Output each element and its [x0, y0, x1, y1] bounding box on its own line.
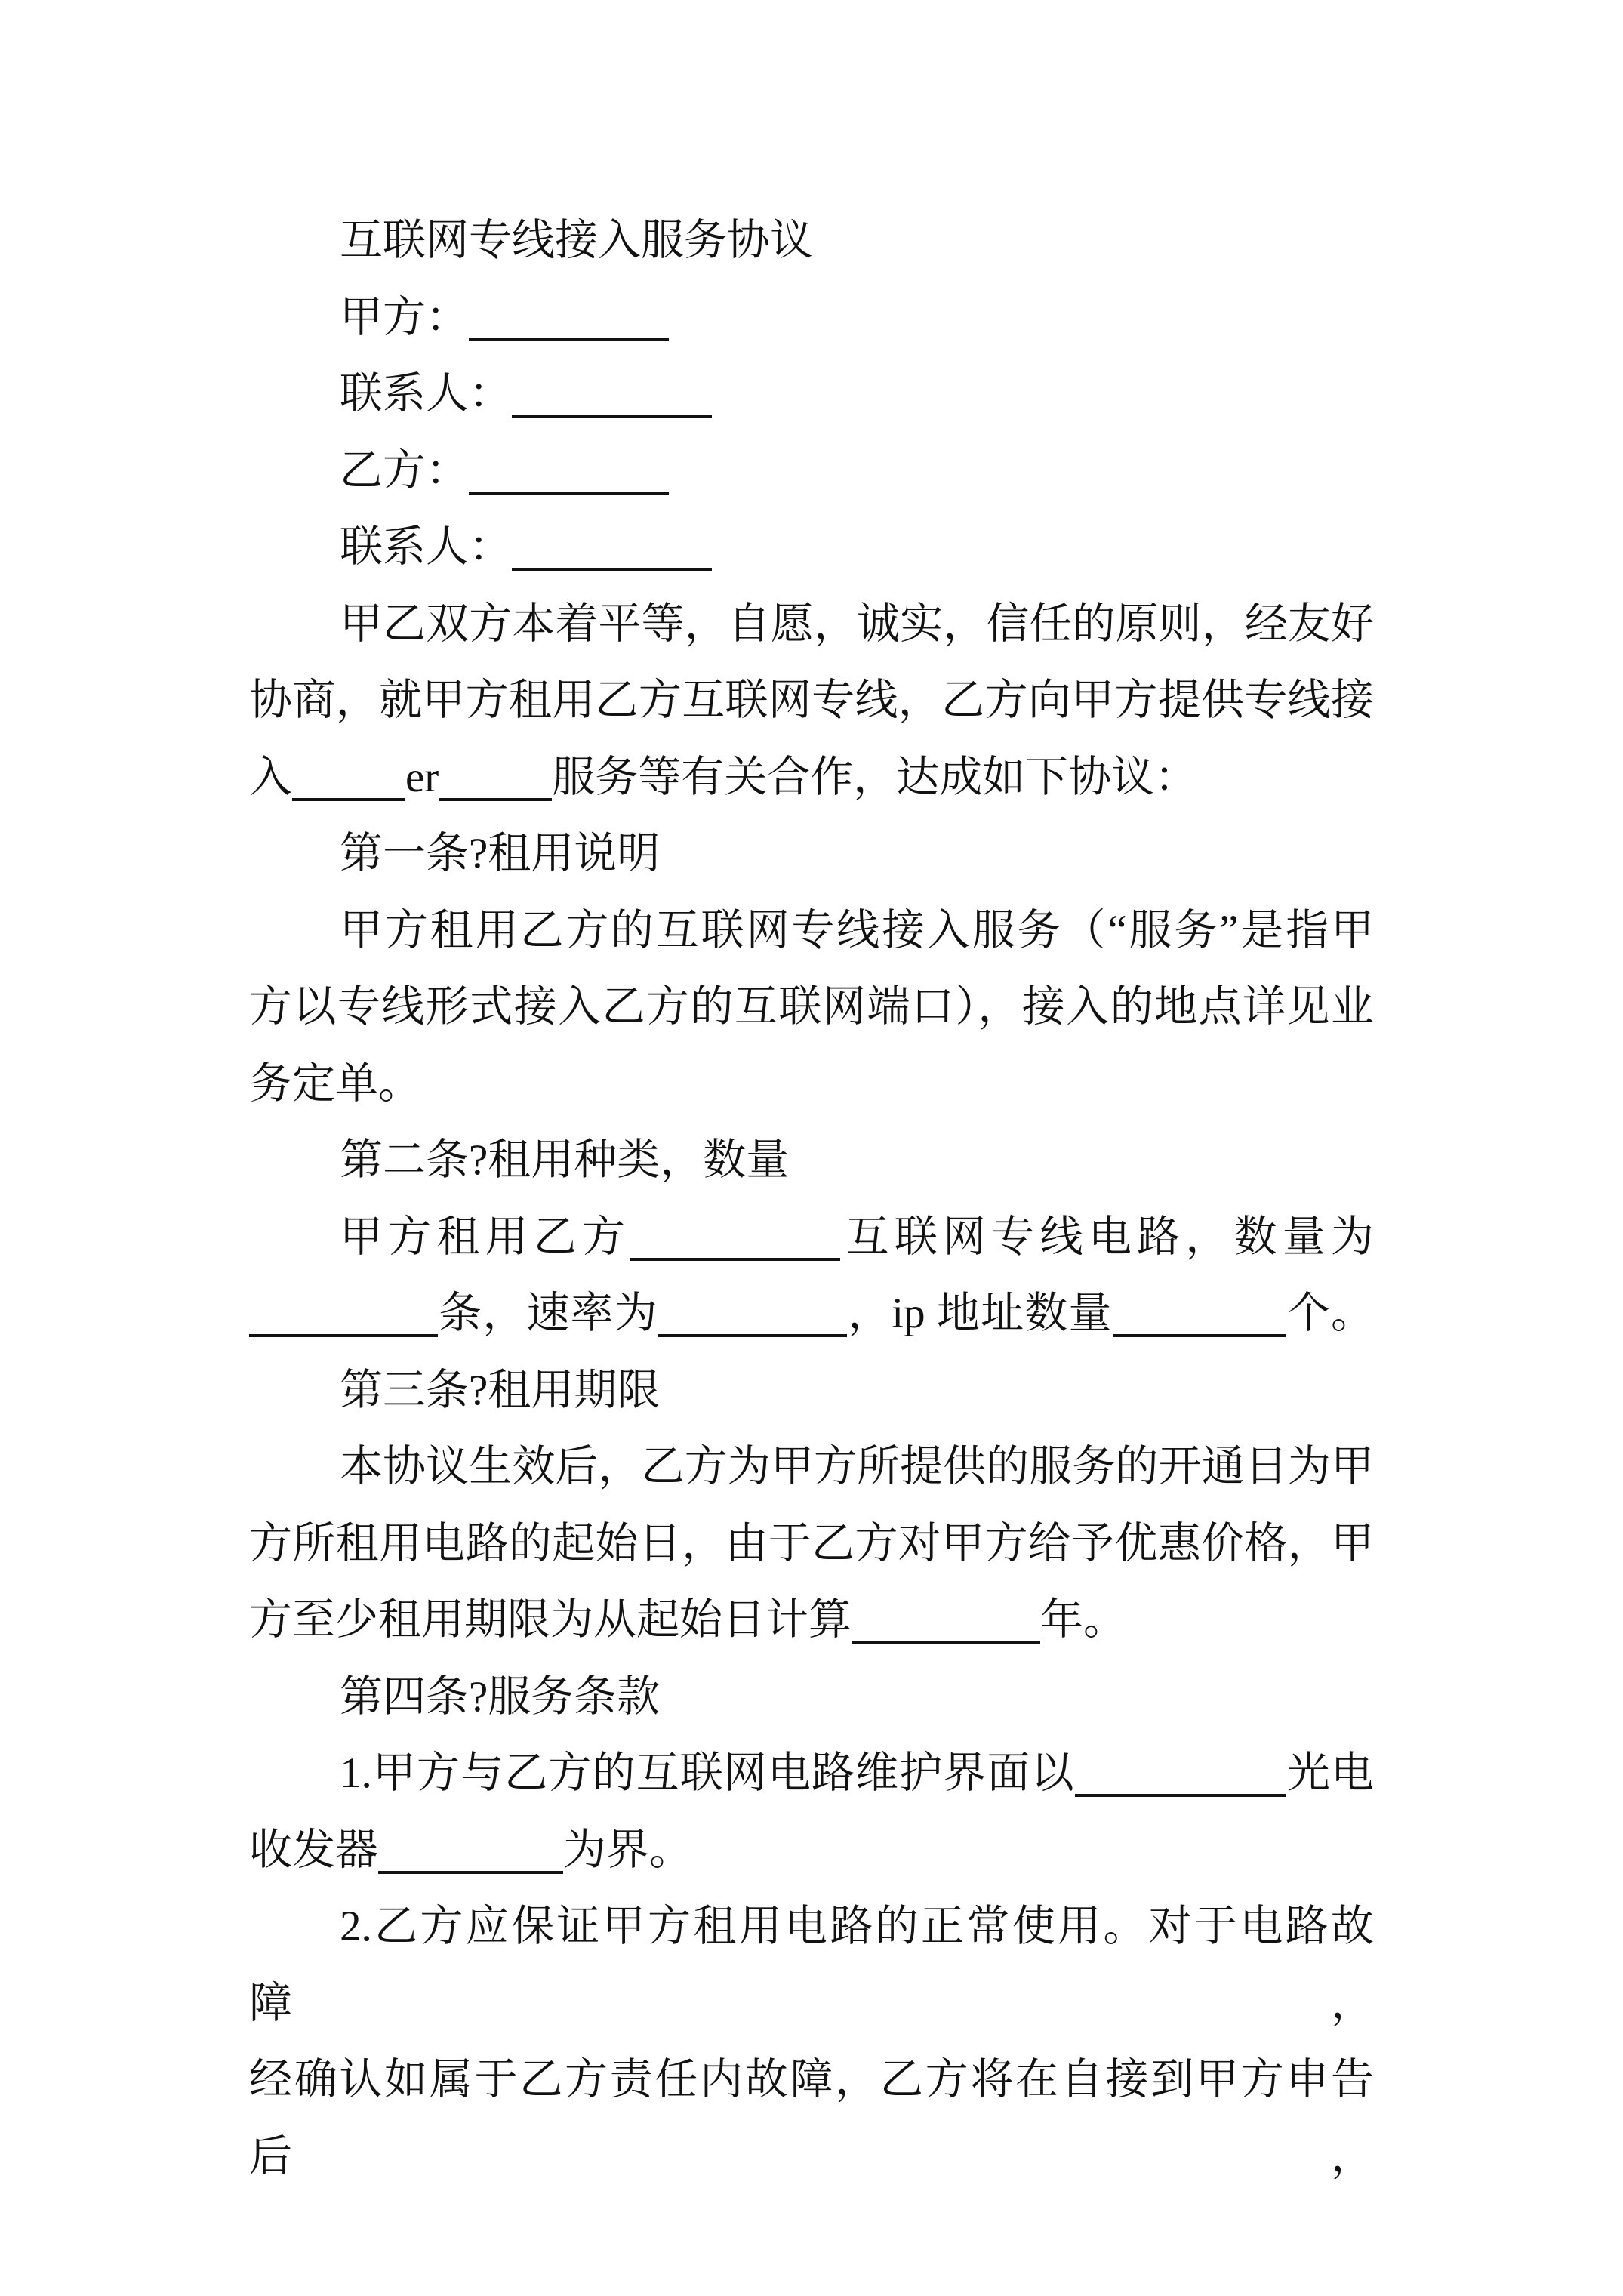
text-segment: 经确认如属于乙方责任内故障，乙方将在自接到甲方申告后，: [249, 2056, 1374, 2180]
text-segment: 联系人：: [340, 370, 512, 418]
text-line-clause-1-line-1: [249, 892, 1374, 969]
text-segment: 年。: [1040, 1596, 1126, 1644]
text-line-clause-2-line-1: [249, 1199, 1374, 1276]
text-line-preamble-line-3: [249, 739, 1374, 816]
text-segment: 2.乙方应保证甲方租用电路的正常使用。对于电路故障，: [249, 1903, 1374, 2027]
text-line-clause-1-line-3: [249, 1046, 1374, 1123]
text-segment: 服务等有关合作，达成如下协议：: [552, 753, 1198, 801]
text-segment: ，ip 地址数量: [846, 1290, 1113, 1337]
text-line-title: [249, 202, 1374, 279]
text-segment: 甲方租用乙方的互联网专线接入服务（“服务”是指甲: [340, 906, 1374, 954]
document-body: [249, 202, 1374, 2195]
text-segment: 条，速率为: [438, 1290, 658, 1337]
blank-underline-field: [852, 1639, 1040, 1644]
text-line-party-b-contact: [249, 509, 1374, 586]
text-segment: 为界。: [563, 1826, 692, 1874]
text-segment: 甲乙双方本着平等，自愿，诚实，信任的原则，经友好: [340, 599, 1374, 648]
text-segment: 入: [249, 753, 292, 801]
blank-underline-field: [249, 1333, 438, 1337]
text-segment: 个。: [1286, 1290, 1375, 1337]
text-line-clause-1-line-2: [249, 969, 1374, 1046]
text-line-clause-1-heading: [249, 815, 1374, 892]
text-line-clause-4-item-1-line-2: [249, 1812, 1374, 1889]
text-segment: 第一条?租用说明: [340, 830, 661, 877]
blank-underline-field: [469, 337, 669, 341]
text-line-clause-3-line-1: [249, 1428, 1374, 1505]
blank-underline-field: [439, 797, 552, 801]
blank-underline-field: [1113, 1333, 1286, 1337]
text-segment: 第二条?租用种类，数量: [340, 1136, 790, 1184]
text-segment: 光电: [1286, 1749, 1375, 1797]
blank-underline-field: [1075, 1792, 1286, 1797]
text-line-clause-4-item-1-line-1: [249, 1735, 1374, 1812]
text-segment: 方至少租用期限为从起始日计算: [249, 1596, 852, 1644]
text-segment: 务定单。: [249, 1059, 421, 1108]
text-segment: 互联网专线接入服务协议: [340, 217, 813, 264]
text-line-party-a: [249, 279, 1374, 356]
text-segment: 协商，就甲方租用乙方互联网专线，乙方向甲方提供专线接: [249, 676, 1374, 724]
text-line-clause-3-line-3: [249, 1582, 1374, 1659]
text-line-party-b: [249, 433, 1374, 510]
text-line-clause-2-line-2: [249, 1275, 1374, 1352]
text-segment: 甲方：: [340, 293, 469, 341]
text-line-party-a-contact: [249, 356, 1374, 433]
text-segment: 1.甲方与乙方的互联网电路维护界面以: [340, 1749, 1075, 1797]
text-line-clause-4-item-2-line-2: [249, 2042, 1374, 2195]
text-line-preamble-line-2: [249, 662, 1374, 739]
blank-underline-field: [512, 413, 712, 418]
text-segment: 互联网专线电路，数量为: [840, 1213, 1375, 1261]
text-segment: 联系人：: [340, 523, 512, 571]
text-segment: er: [405, 753, 439, 801]
text-line-clause-4-item-2-line-1: [249, 1888, 1374, 2042]
blank-underline-field: [630, 1256, 840, 1261]
text-segment: 乙方：: [340, 446, 469, 495]
text-segment: 本协议生效后，乙方为甲方所提供的服务的开通日为甲: [340, 1443, 1374, 1490]
blank-underline-field: [658, 1333, 847, 1337]
text-line-clause-4-heading: [249, 1659, 1374, 1736]
blank-underline-field: [292, 797, 405, 801]
text-segment: 第四条?服务条款: [340, 1672, 661, 1721]
text-segment: 方所租用电路的起始日，由于乙方对甲方给予优惠价格，甲: [249, 1519, 1374, 1567]
blank-underline-field: [469, 490, 669, 495]
text-segment: 第三条?租用期限: [340, 1366, 661, 1414]
blank-underline-field: [512, 566, 712, 571]
text-segment: 方以专线形式接入乙方的互联网端口），接入的地点详见业: [249, 983, 1374, 1031]
blank-underline-field: [378, 1869, 563, 1874]
text-segment: 收发器: [249, 1826, 378, 1874]
text-line-clause-2-heading: [249, 1122, 1374, 1199]
text-segment: 甲方租用乙方: [340, 1213, 631, 1261]
text-line-clause-3-heading: [249, 1352, 1374, 1429]
text-line-preamble-line-1: [249, 586, 1374, 663]
text-line-clause-3-line-2: [249, 1505, 1374, 1583]
